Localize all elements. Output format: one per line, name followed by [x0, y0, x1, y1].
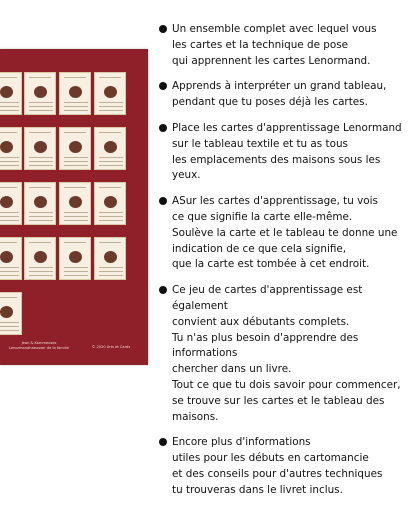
card-text-line — [0, 110, 19, 111]
learning-card — [24, 72, 56, 115]
card-text-line — [64, 132, 86, 133]
card-text-line — [0, 297, 17, 298]
feature-bullet-beginners: Ce jeu de cartes d'apprentissage est également convient aux débutants complets. Tu n'as plus besoin d'apprendre des informations chercher dans un livre. Tout ce que tu dois savoir pour commencer, se trouve sur les cartes et le tableau des maisons. — [158, 283, 408, 425]
card-text-line — [64, 242, 86, 243]
learning-card — [0, 127, 22, 170]
card-illustration — [0, 86, 13, 98]
learning-card — [59, 72, 91, 115]
learning-card — [0, 292, 22, 335]
card-text-line — [99, 165, 123, 166]
card-illustration — [69, 251, 82, 263]
card-text-line — [0, 77, 17, 78]
card-text-line — [99, 275, 123, 276]
card-text-line — [29, 187, 51, 188]
feature-bullet-complete-set: Un ensemble complet avec lequel vous les cartes et la technique de pose qui apprennent les cartes Lenormand. — [158, 22, 408, 69]
card-text-line — [99, 102, 123, 103]
card-text-line — [99, 216, 123, 217]
learning-card — [59, 182, 91, 225]
card-illustration — [34, 251, 47, 263]
card-illustration — [0, 306, 13, 318]
card-text-line — [0, 187, 17, 188]
card-text-line — [0, 106, 19, 107]
learning-card — [24, 182, 56, 225]
card-text-line — [64, 106, 88, 107]
card-illustration — [104, 196, 117, 208]
card-text-line — [0, 220, 19, 221]
learning-card — [94, 127, 126, 170]
learning-card — [0, 237, 22, 280]
card-text-line — [0, 216, 19, 217]
board-footer-right-text: © 2020 Arts et Cards — [91, 345, 131, 349]
card-text-line — [0, 165, 19, 166]
card-text-line — [99, 77, 121, 78]
card-illustration — [34, 141, 47, 153]
card-illustration — [69, 86, 82, 98]
learning-card — [59, 237, 91, 280]
card-illustration — [34, 196, 47, 208]
learning-card — [0, 72, 22, 115]
card-text-line — [64, 275, 88, 276]
board-footer — [0, 341, 148, 361]
feature-bullet-booklet: Encore plus d'informations utiles pour les débuts en cartomancie et des conseils pour d'autres techniques tu trouveras dans le livret inclus. — [158, 435, 408, 498]
card-text-line — [29, 132, 51, 133]
card-text-line — [99, 161, 123, 162]
learning-card — [94, 72, 126, 115]
learning-card — [24, 237, 56, 280]
card-text-line — [29, 220, 53, 221]
card-text-line — [99, 132, 121, 133]
card-text-line — [29, 102, 53, 103]
card-text-line — [64, 212, 88, 213]
card-text-line — [99, 157, 123, 158]
card-illustration — [69, 196, 82, 208]
card-illustration — [104, 86, 117, 98]
card-illustration — [104, 141, 117, 153]
card-text-line — [0, 242, 17, 243]
feature-list — [158, 22, 408, 509]
card-text-line — [0, 102, 19, 103]
card-grid — [0, 49, 148, 365]
feature-bullet-card-meaning: ASur les cartes d'apprentissage, tu vois ce que signifie la carte elle-même. Soulève la carte et le tableau te donne une indication de ce que cela signifie, que la carte est tombée à cet endroit. — [158, 194, 408, 273]
learning-card — [94, 182, 126, 225]
card-illustration — [0, 196, 13, 208]
card-text-line — [0, 267, 19, 268]
card-text-line — [29, 242, 51, 243]
card-text-line — [64, 102, 88, 103]
lenormand-board-photo — [0, 49, 148, 365]
feature-bullet-textile-board: Place les cartes d'apprentissage Lenormand sur le tableau textile et tu as tous les emplacements des maisons sous les yeux. — [158, 121, 408, 184]
card-text-line — [64, 267, 88, 268]
card-text-line — [29, 216, 53, 217]
card-text-line — [0, 275, 19, 276]
card-illustration — [0, 251, 13, 263]
learning-card — [0, 182, 22, 225]
card-text-line — [99, 106, 123, 107]
card-text-line — [99, 220, 123, 221]
learning-card — [59, 127, 91, 170]
card-text-line — [29, 267, 53, 268]
card-text-line — [29, 161, 53, 162]
card-text-line — [29, 77, 51, 78]
card-text-line — [0, 132, 17, 133]
card-text-line — [0, 212, 19, 213]
card-text-line — [0, 161, 19, 162]
card-text-line — [64, 216, 88, 217]
card-text-line — [64, 271, 88, 272]
card-text-line — [0, 271, 19, 272]
card-text-line — [29, 157, 53, 158]
card-illustration — [0, 141, 13, 153]
card-text-line — [99, 242, 121, 243]
card-text-line — [64, 220, 88, 221]
card-text-line — [64, 187, 86, 188]
card-text-line — [29, 165, 53, 166]
card-text-line — [29, 212, 53, 213]
learning-card — [24, 127, 56, 170]
card-text-line — [0, 326, 19, 327]
card-text-line — [29, 110, 53, 111]
card-text-line — [0, 157, 19, 158]
board-footer-left-text: Jean & Kammeuses Lenormandhaeusser de la famille — [9, 341, 69, 350]
card-text-line — [64, 110, 88, 111]
card-text-line — [64, 157, 88, 158]
feature-bullet-interpret-tableau: Apprends à interpréter un grand tableau, pendant que tu poses déjà les cartes. — [158, 79, 408, 111]
card-illustration — [69, 141, 82, 153]
card-text-line — [99, 187, 121, 188]
card-text-line — [29, 106, 53, 107]
card-text-line — [99, 212, 123, 213]
card-illustration — [104, 251, 117, 263]
learning-card — [94, 237, 126, 280]
card-text-line — [29, 275, 53, 276]
card-text-line — [64, 77, 86, 78]
card-text-line — [29, 271, 53, 272]
card-illustration — [34, 86, 47, 98]
card-text-line — [99, 271, 123, 272]
card-text-line — [64, 161, 88, 162]
card-text-line — [99, 110, 123, 111]
card-text-line — [0, 330, 19, 331]
card-text-line — [64, 165, 88, 166]
card-text-line — [0, 322, 19, 323]
card-text-line — [99, 267, 123, 268]
